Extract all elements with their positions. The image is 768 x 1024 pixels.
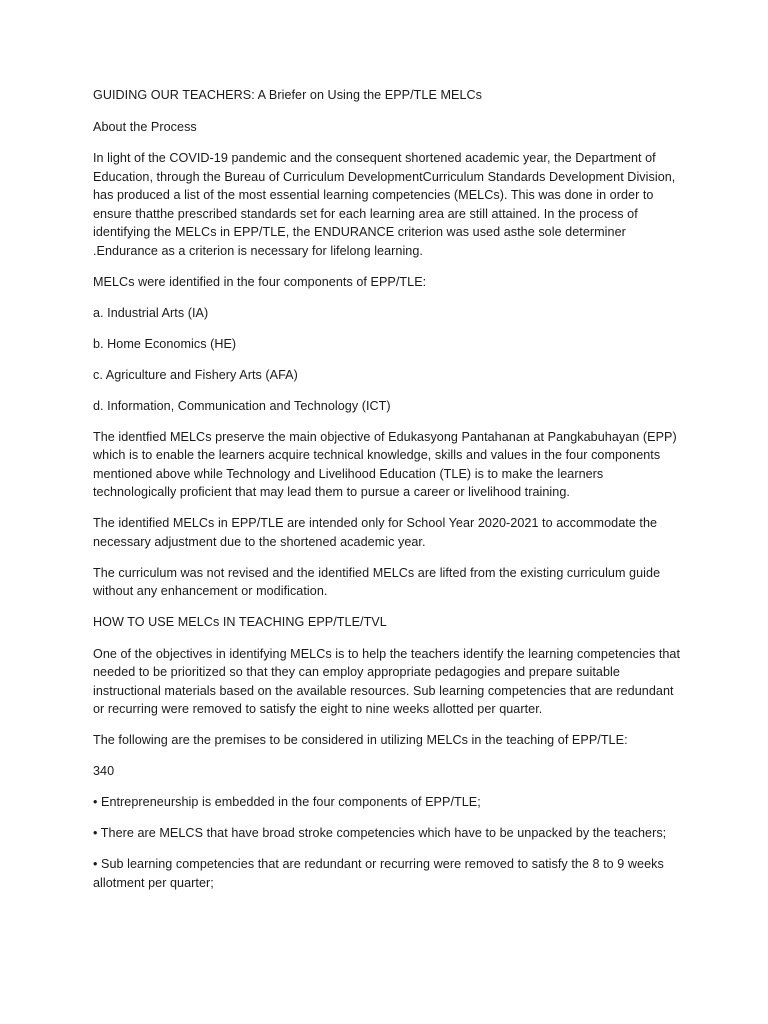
objectives-paragraph: One of the objectives in identifying MELCs is to help the teachers identify the learning competencies that needed to be prioritized so that they can employ appropriate pedagogies and prepare suitable instructional materials based on the available resources. Sub learning competencies that are redundant or recurring were removed to satisfy the eight to nine weeks allotted per quarter. [93, 646, 681, 716]
document-title: GUIDING OUR TEACHERS: A Briefer on Using the EPP/TLE MELCs [93, 88, 482, 102]
intro-paragraph: In light of the COVID-19 pandemic and the consequent shortened academic year, the Department of Education, through the Bureau of Curriculum DevelopmentCurriculum Standards Development Division, has produced a list of the most essential learning competencies (MELCs). This was done in order to ensure thatthe prescribed standards set for each learning area are still attained. In the process of identifying the MELCs in EPP/TLE, the ENDURANCE criterion was used asthe sole determiner .Endurance as a criterion is necessary for lifelong learning. [93, 151, 676, 258]
premises-intro: The following are the premises to be considered in utilizing MELCs in the teaching of EPP/TLE: [93, 733, 628, 747]
curriculum-paragraph: The curriculum was not revised and the identified MELCs are lifted from the existing curriculum guide without any enhancement or modification. [93, 565, 661, 598]
component-item-he: b. Home Economics (HE) [93, 336, 237, 351]
component-item-afa: c. Agriculture and Fishery Arts (AFA) [93, 367, 298, 382]
component-item-ict: d. Information, Communication and Technology (ICT) [93, 398, 391, 413]
howto-heading: HOW TO USE MELCs IN TEACHING EPP/TLE/TVL [93, 615, 387, 629]
component-item-ia: a. Industrial Arts (IA) [93, 305, 209, 320]
components-intro: MELCs were identified in the four components of EPP/TLE: [93, 274, 427, 289]
bullet-item: • There are MELCS that have broad stroke competencies which have to be unpacked by the teachers; [93, 826, 667, 840]
objective-paragraph: The identfied MELCs preserve the main objective of Edukasyong Pantahanan at Pangkabuhayan (EPP) which is to enable the learners acquire technical knowledge, skills and values in the four components mentioned above while Technology and Livelihood Education (TLE) is to make the learners technologically proficient that may lead them to pursue a career or livelihood training. [93, 429, 677, 499]
bullet-item: • Sub learning competencies that are redundant or recurring were removed to satisfy the 8 to 9 weeks allotment per quarter; [93, 857, 664, 890]
bullet-item: • Entrepreneurship is embedded in the four components of EPP/TLE; [93, 795, 481, 809]
document-body [93, 86, 683, 905]
school-year-paragraph: The identified MELCs in EPP/TLE are intended only for School Year 2020-2021 to accommodate the necessary adjustment due to the shortened academic year. [93, 516, 658, 549]
about-heading: About the Process [93, 119, 197, 134]
page-number: 340 [93, 764, 115, 778]
